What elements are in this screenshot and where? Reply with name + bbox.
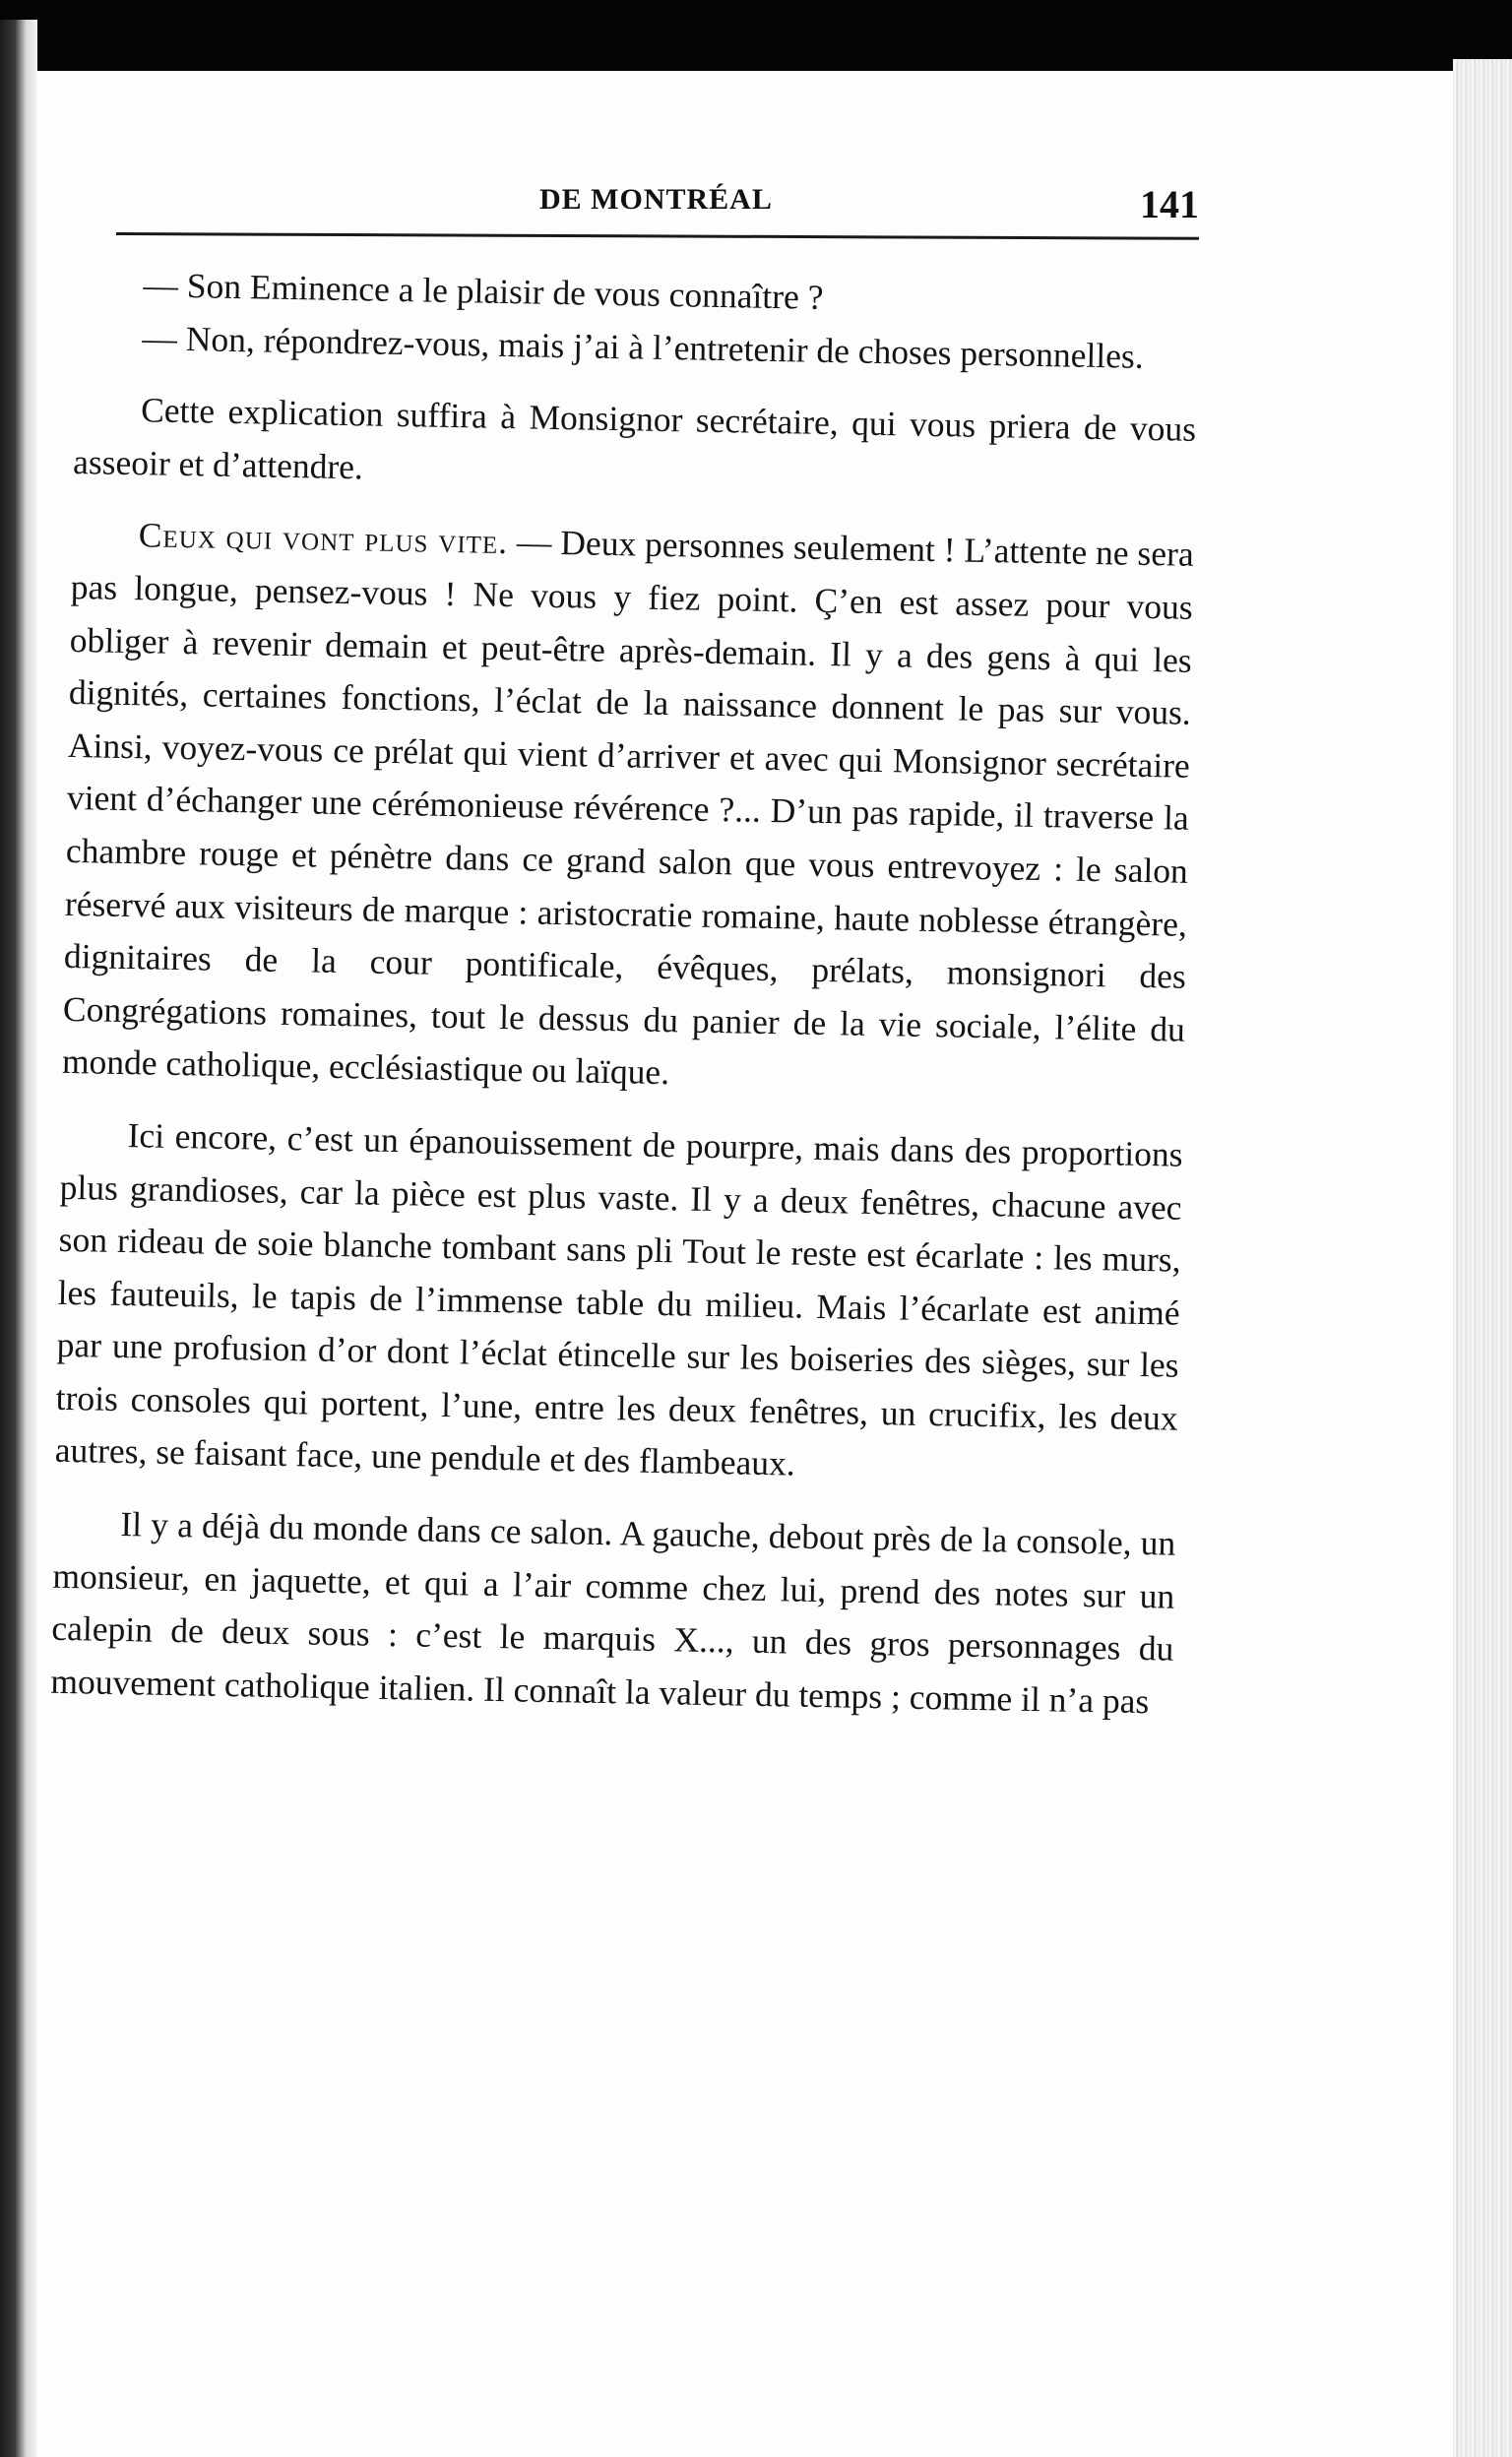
paragraph-4 xyxy=(62,508,1195,1108)
paragraph-3: Cette explication suffira à Monsignor secrétaire, qui vous priera de vous asseoir et d’attendre. xyxy=(72,390,1197,487)
paragraph-1: — Son Eminence a le plaisir de vous connaître ? xyxy=(143,265,824,317)
paragraph-6: Il y a déjà du monde dans ce salon. A gauche, debout près de la console, un monsieur, en jaquette, et qui a l’air comme chez lui, prend des notes sur un calepin de deux sous : c’est le marquis X..., un des gros personnages du mouvement catholique italien. Il connaît la valeur du temps ; comme il n’a pas xyxy=(50,1504,1176,1722)
body-text xyxy=(50,258,1199,1729)
book-gutter-shadow xyxy=(0,20,37,2457)
paragraph-4-text: — Deux personnes seulement ! L’attente ne sera pas longue, pensez-vous ! Ne vous y fiez point. Ç’en est assez pour vous obliger à revenir demain et peut-être après-demain. Il y a des gens à qui les dignités, certaines fonctions, l’éclat de la naissance donnent le pas sur vous. Ainsi, voyez-vous ce prélat qui vient d’arriver et avec qui Monsignor secrétaire vient d’échanger une cérémonieuse révérence ?... D’un pas rapide, il traverse la chambre rouge et pénètre dans ce grand salon que vous entrevoyez : le salon réservé aux visiteurs de marque : aristocratie romaine, haute noblesse étrangère, dignitaires de la cour pontificale, évêques, prélats, monsignori des Congrégations romaines, tout le dessus du panier de la vie sociale, l’élite du monde catholique, ecclésiastique ou laïque. xyxy=(61,522,1195,1093)
page-number: 141 xyxy=(1140,182,1199,226)
page-header xyxy=(116,173,1199,232)
page-edges xyxy=(1453,59,1512,2457)
running-head: DE MONTRÉAL xyxy=(539,183,773,216)
paragraph-5: Ici encore, c’est un épanouissement de pourpre, mais dans des proportions plus grandioses, car la pièce est plus vaste. Il y a deux fenêtres, chacune avec son rideau de soie blanche tombant sans pli Tout le reste est écarlate : les murs, les fauteuils, le tapis de l’immense table du milieu. Mais l’écarlate est animé par une profusion d’or dont l’éclat étincelle sur les boiseries des sièges, sur les trois consoles qui portent, l’une, entre les deux fenêtres, un crucifix, les deux autres, se faisant face, une pendule et des flambeaux. xyxy=(54,1115,1183,1484)
section-heading: Ceux qui vont plus vite. xyxy=(138,515,509,562)
paragraph-2: — Non, répondrez-vous, mais j’ai à l’entretenir de choses personnelles. xyxy=(142,317,1145,376)
